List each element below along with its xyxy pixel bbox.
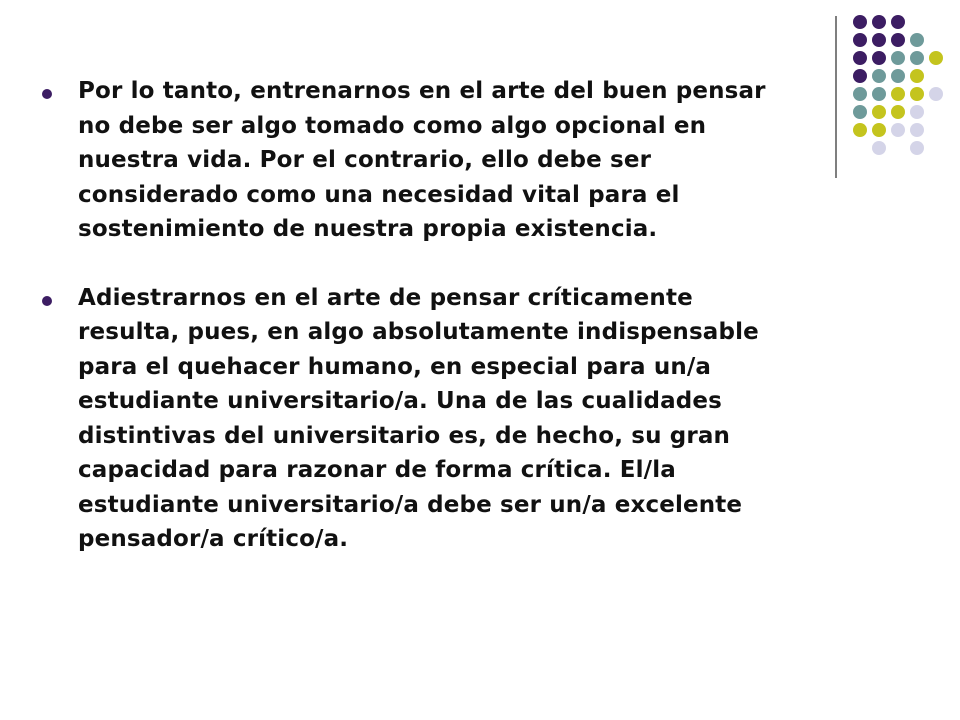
bullet-text: Adiestrarnos en el arte de pensar críticamente resulta, pues, en algo absolutamente indispensable para el quehacer humano, en especial para un/a estudiante universitario/a. Una de las cualidades distintivas del universitario es, de hecho, su gran capacidad para razonar de forma crítica. El/la estudiante universitario/a debe ser un/a excelente pensador/a crítico/a.	[78, 284, 759, 552]
ornament-dot	[872, 141, 886, 155]
ornament-dot	[853, 87, 867, 101]
ornament-dot	[853, 51, 867, 65]
ornament-dot	[872, 69, 886, 83]
ornament-dot	[853, 69, 867, 83]
ornament-dot	[872, 123, 886, 137]
ornament-dot	[853, 33, 867, 47]
ornament-dot	[910, 69, 924, 83]
ornament-dot	[910, 105, 924, 119]
ornament-dot	[891, 51, 905, 65]
ornament-dot	[910, 51, 924, 65]
bullet-dot-icon	[42, 296, 52, 306]
bullet-dot-icon	[42, 89, 52, 99]
ornament-dot	[853, 15, 867, 29]
ornament-dot	[910, 141, 924, 155]
ornament-dot	[891, 33, 905, 47]
ornament-dot	[872, 15, 886, 29]
ornament-dot	[891, 69, 905, 83]
ornament-dot	[872, 51, 886, 65]
bullet-item-1	[38, 74, 798, 247]
ornament-dot	[872, 105, 886, 119]
ornament-dot	[910, 87, 924, 101]
bullet-item-2	[38, 281, 798, 557]
vertical-divider	[835, 16, 837, 178]
ornament-dot	[929, 51, 943, 65]
bullet-list	[38, 74, 798, 557]
ornament-dot	[929, 87, 943, 101]
ornament-dot	[910, 33, 924, 47]
ornament-dot	[853, 105, 867, 119]
ornament-dot	[853, 123, 867, 137]
bullet-text: Por lo tanto, entrenarnos en el arte del buen pensar no debe ser algo tomado como algo opcional en nuestra vida. Por el contrario, ello debe ser considerado como una necesidad vital para el sostenimiento de nuestra propia existencia.	[78, 78, 766, 242]
ornament-dot	[891, 15, 905, 29]
ornament-dot	[891, 123, 905, 137]
ornament-dot	[872, 33, 886, 47]
ornament-dot	[891, 87, 905, 101]
ornament-dot	[872, 87, 886, 101]
ornament-dot	[891, 105, 905, 119]
ornament-dot	[910, 123, 924, 137]
